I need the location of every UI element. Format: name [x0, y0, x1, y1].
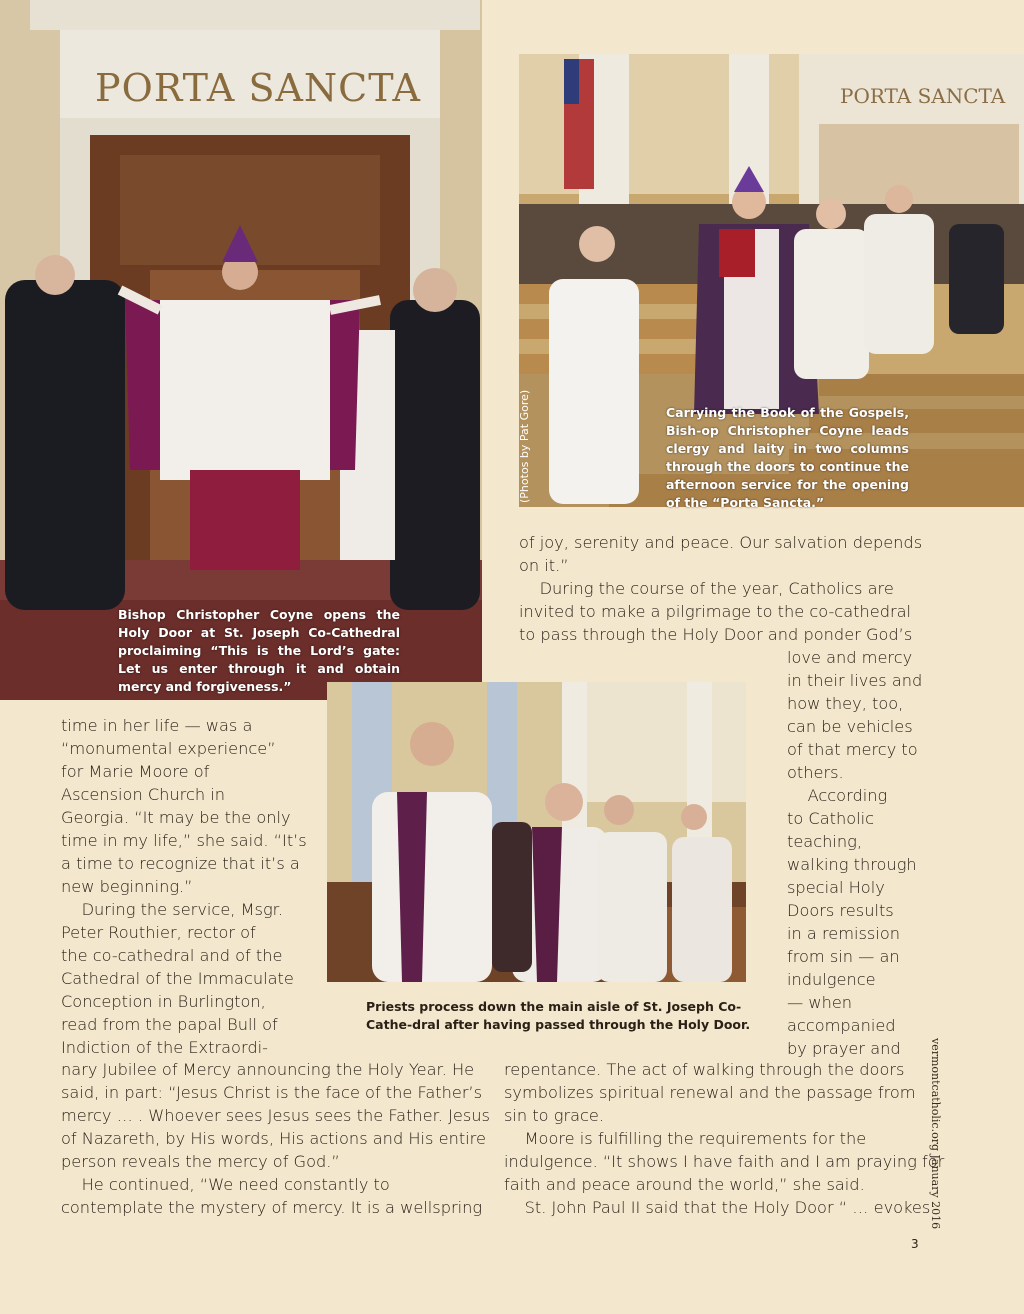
photo-bishop-opens-holy-door	[0, 0, 482, 700]
photo-priests-procession	[327, 682, 746, 982]
article-text-left-narrow: time in her life — was a “monumental experience” for Marie Moore of Ascension Church in Georgia. “It may be the only time in my life,” she said. “It’s a time to recognize that it’s a new beginning.” During the service, Msgr. Peter Routhier, rector of the co-cathedral and of the Cathedral of the Immaculate Conception in Burlington, read from the papal Bull of Indiction of the Extraordi-	[61, 716, 307, 1057]
article-text-right-top: of joy, serenity and peace. Our salvation depends on it.” During the course of the year, Catholics are invited to make a pilgrimage to the co-cathedral to pass through the Holy Door and ponder God’s	[519, 533, 923, 644]
article-text-right-narrow: love and mercy in their lives and how they, too, can be vehicles of that mercy to others. According to Catholic teaching, walking through special Holy Doors results in a remission from sin — an indulgence — when accompanied by prayer and	[787, 648, 923, 1058]
article-text-right-bottom: repentance. The act of walking through the doors symbolizes spiritual renewal and the passage from sin to grace. Moore is fulfilling the requirements for the indulgence. “It shows I have faith and I am praying for faith and peace around the world,” she said. St. John Paul II said that the Holy Door “ … evokes	[504, 1060, 945, 1217]
porta-sancta-sign: PORTA SANCTA	[840, 84, 1006, 108]
caption-bishop-at-door: Bishop Christopher Coyne opens the Holy Door at St. Joseph Co-Cathedral proclaiming “This is the Lord’s gate: Let us enter through it and obtain mercy and forgiveness.”	[118, 607, 400, 694]
page-number: 3	[911, 1237, 919, 1251]
side-url: vermontcatholic.org January 2016	[929, 1038, 942, 1230]
article-text-left-bottom: nary Jubilee of Mercy announcing the Holy Year. He said, in part: “Jesus Christ is the face of the Father’s mercy … . Whoever sees Jesus sees the Father. Jesus of Nazareth, by His words, His actions and His entire person reveals the mercy of God.” He continued, “We need constantly to contemplate the mystery of mercy. It is a wellspring	[61, 1060, 490, 1217]
porta-sancta-sign: PORTA SANCTA	[95, 66, 421, 110]
caption-priests: Priests process down the main aisle of St. Joseph Co-Cathe-dral after having passed through the Holy Door.	[366, 999, 751, 1032]
photo-credit: (Photos by Pat Gore)	[518, 389, 531, 503]
caption-procession: Carrying the Book of the Gospels, Bish-op Christopher Coyne leads clergy and laity in two columns through the doors to continue the afternoon service for the opening of the “Porta Sancta.”	[666, 405, 909, 510]
